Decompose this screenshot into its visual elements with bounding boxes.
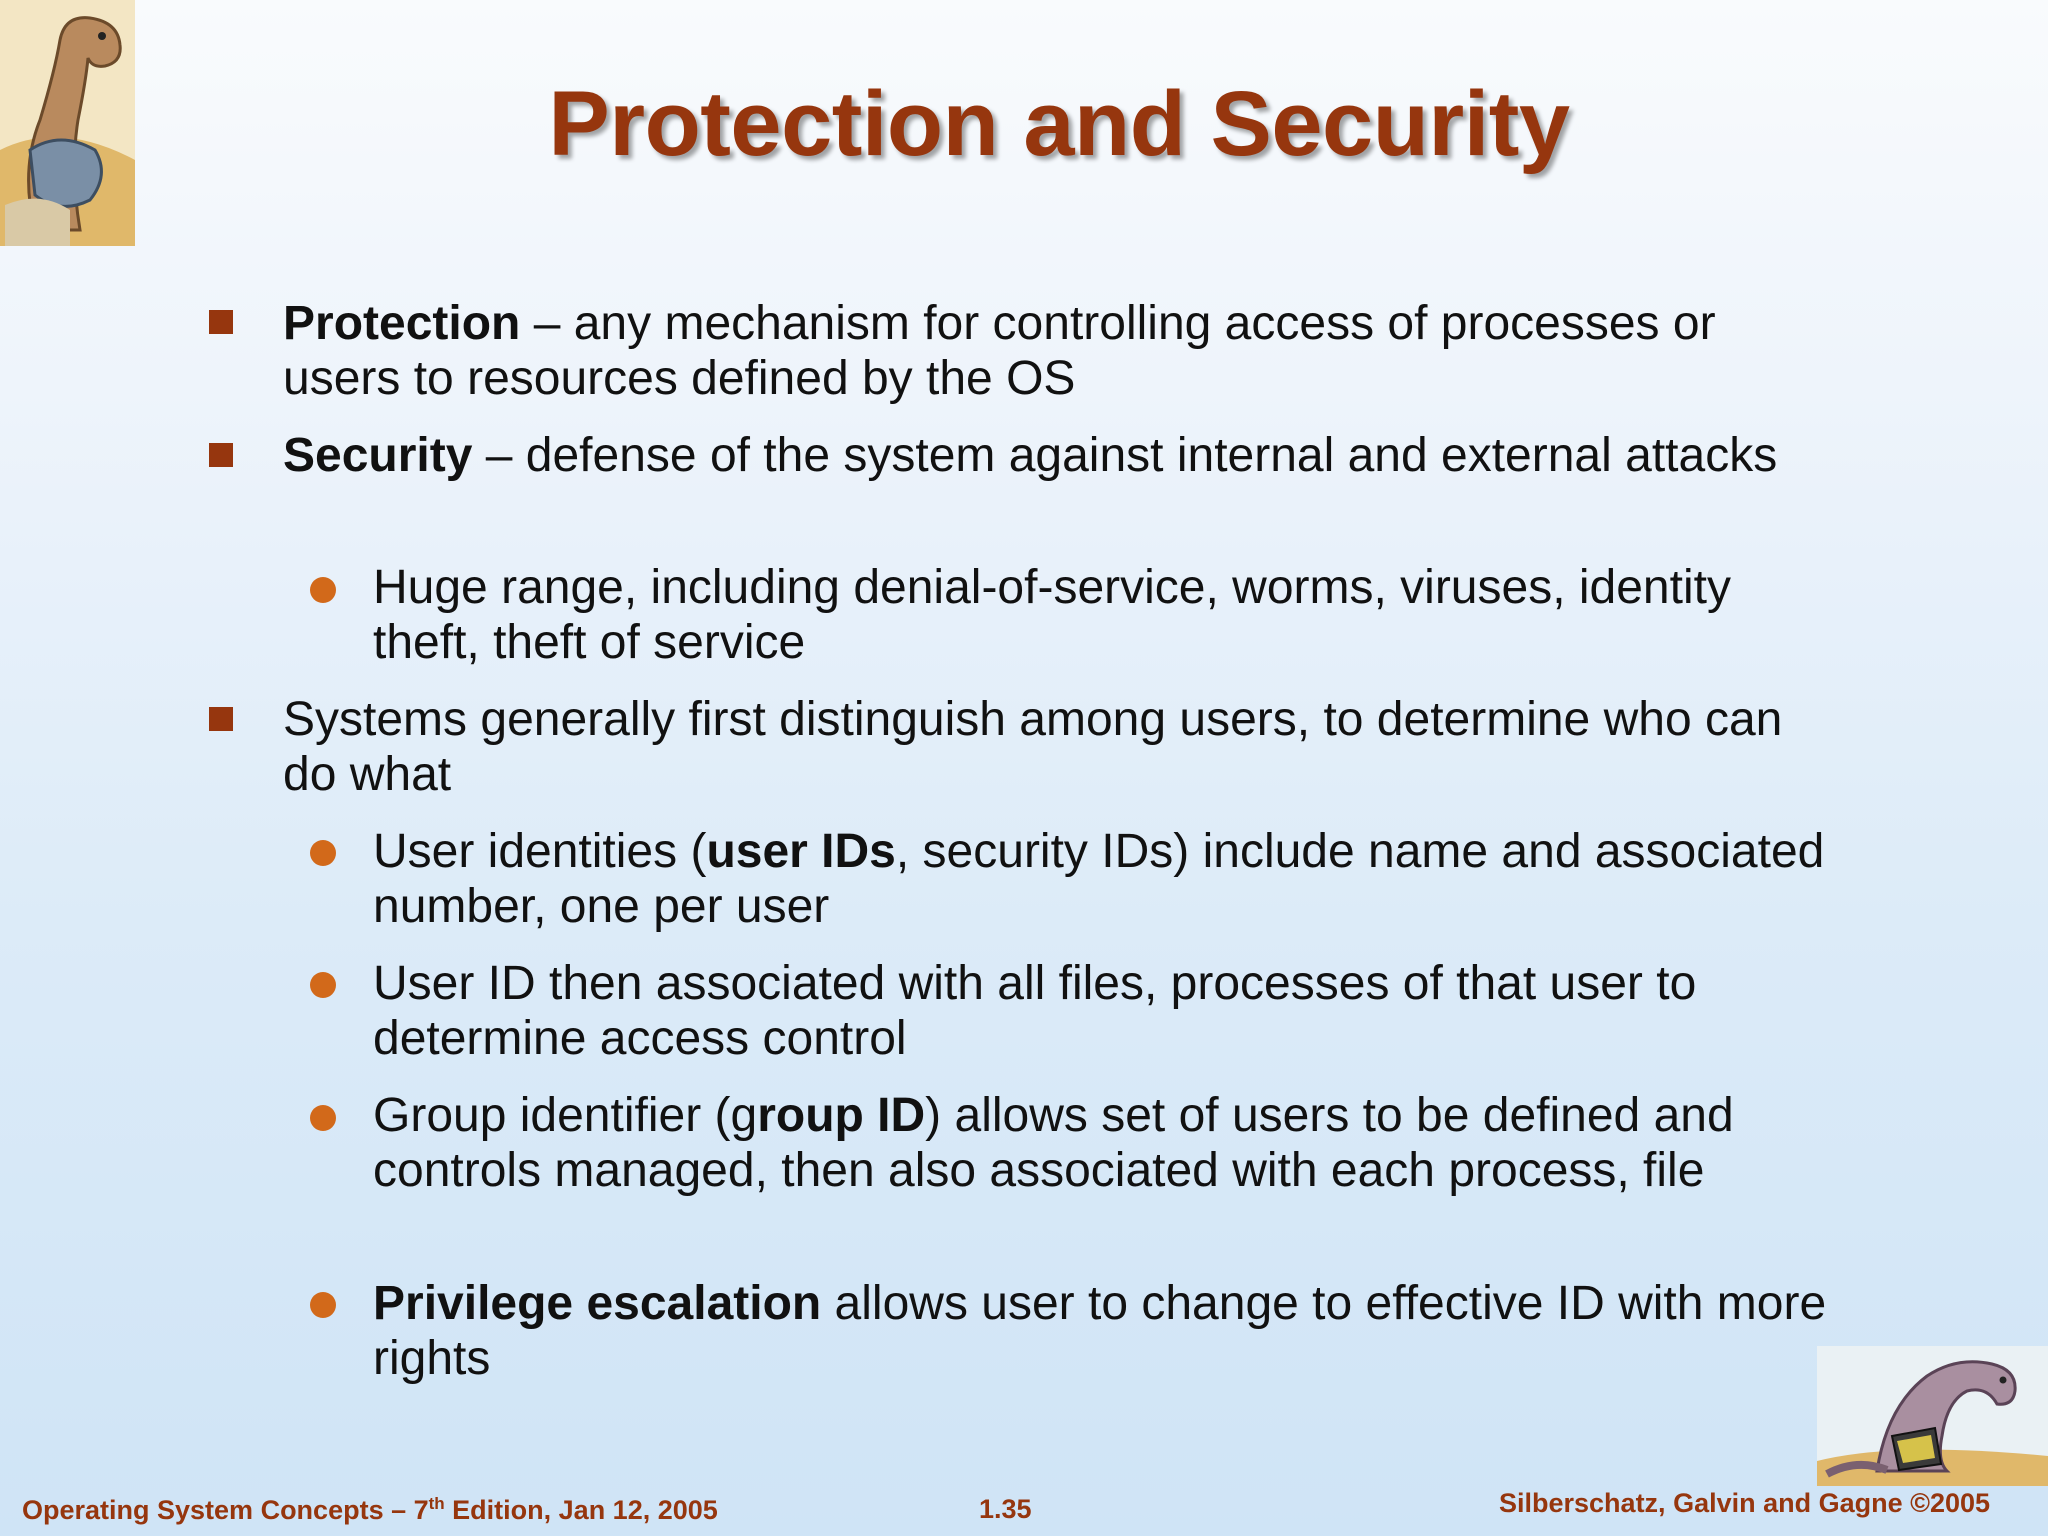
square-bullet-icon xyxy=(209,707,233,731)
bullet-distinguish-users: Systems generally first distinguish among users, to determine who can do what xyxy=(283,693,1783,801)
bullet-text: , security IDs) include name and associated number, one per user xyxy=(373,825,1825,933)
round-bullet-icon xyxy=(310,577,336,603)
bullet-privilege-escalation xyxy=(373,1276,1843,1386)
footer-text: Operating System Concepts – 7 xyxy=(22,1495,429,1525)
footer-course-info xyxy=(22,1494,718,1526)
bullet-protection xyxy=(283,296,1843,406)
bullet-text: – any mechanism for controlling access of processes or users to resources defined by the OS xyxy=(283,297,1716,405)
slide-title: Protection and Security xyxy=(548,73,1570,175)
bullet-attack-range: Huge range, including denial-of-service, worms, viruses, identity theft, theft of service xyxy=(373,561,1731,669)
term-user-ids: user IDs xyxy=(706,825,896,878)
round-bullet-icon xyxy=(310,1105,336,1131)
bullet-user-identities xyxy=(373,824,1843,934)
bullet-text: ) allows set of users to be defined and controls managed, then also associated with each process, file xyxy=(373,1089,1734,1197)
footer-text: Edition, Jan 12, 2005 xyxy=(444,1495,718,1525)
footer-superscript: th xyxy=(428,1494,445,1513)
round-bullet-icon xyxy=(310,840,336,866)
square-bullet-icon xyxy=(209,310,233,334)
bullet-security xyxy=(283,428,1843,483)
round-bullet-icon xyxy=(310,972,336,998)
square-bullet-icon xyxy=(209,443,233,467)
bullet-group-identifier xyxy=(373,1088,1843,1198)
term-group-id: roup ID xyxy=(757,1089,926,1142)
bullet-text: allows user to change to effective ID with more rights xyxy=(373,1277,1827,1385)
term-protection: Protection xyxy=(283,297,521,350)
bullet-text: Group identifier (g xyxy=(373,1089,758,1142)
dinosaur-laptop-illustration xyxy=(1817,1346,2048,1486)
slide-number: 1.35 xyxy=(979,1494,1032,1524)
term-privilege-escalation: Privilege escalation xyxy=(373,1277,822,1330)
bullet-text: – defense of the system against internal and external attacks xyxy=(472,429,1778,482)
bullet-text: User identities ( xyxy=(373,825,707,878)
bullet-user-id-association: User ID then associated with all files, processes of that user to determine access control xyxy=(373,957,1697,1065)
footer-copyright: Silberschatz, Galvin and Gagne ©2005 xyxy=(1499,1488,1991,1518)
term-security: Security xyxy=(283,429,473,482)
round-bullet-icon xyxy=(310,1292,336,1318)
